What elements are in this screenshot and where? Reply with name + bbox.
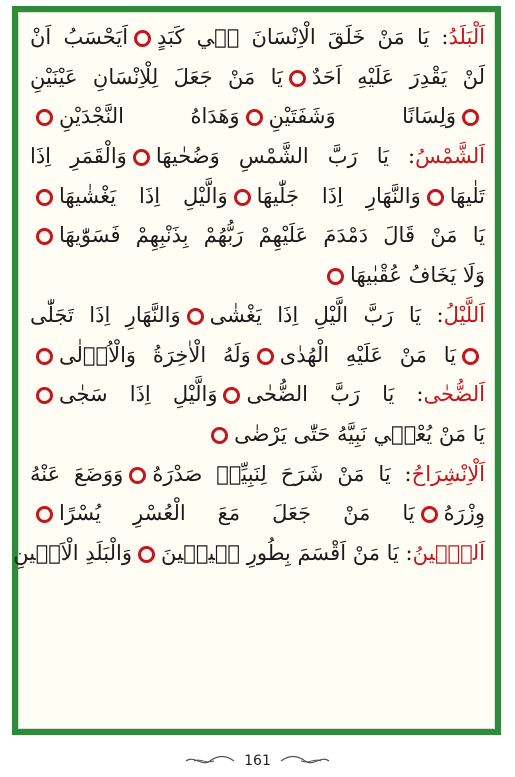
right-ornament-icon: [279, 755, 331, 767]
verse-text: اَيَحْسَبُ اَنْ: [30, 25, 129, 49]
verse-text: وَالنَّهَارِ اِذَا تَجَلّٰى: [30, 302, 181, 327]
text-line: [30, 415, 485, 455]
verse-text: : يَا مَنْ اَقْسَمَ بِطُورِ س۪ين۪ينَ: [160, 540, 413, 565]
verse-text: وَالَّيْلِ اِذَا يَغْشٰيهَا: [59, 183, 228, 208]
verse-text: وَالنَّهَارِ اِذَا جَلّٰيهَا: [256, 183, 421, 208]
circle-marker-icon: [134, 30, 151, 47]
verse-text: : يَا مَنْ شَرَحَ لِنَبِيِّه۪ صَدْرَهُ: [152, 461, 412, 486]
text-line: [30, 18, 485, 58]
circle-marker-icon: [289, 70, 306, 87]
circle-marker-icon: [129, 467, 146, 484]
circle-marker-icon: [36, 387, 53, 404]
left-ornament-icon: [184, 755, 236, 767]
verse-text: وَهَدَاهُ النَّجْدَيْنِ: [59, 104, 240, 129]
verse-text: تَلٰيهَا: [449, 183, 485, 208]
verse-text: وَالْقَمَرِ اِذَا: [30, 144, 127, 169]
text-line: [30, 216, 485, 256]
circle-marker-icon: [223, 387, 240, 404]
verse-text: : يَا رَبَّ الشَّمْسِ وَضُحٰيهَا: [155, 144, 416, 169]
verse-text: يَا مَنْ عَلَيْهِ الْهُدٰى: [279, 342, 456, 367]
surah-name: اَلشَّمْسُ: [415, 144, 485, 169]
text-line: [30, 256, 485, 296]
circle-marker-icon: [138, 546, 155, 563]
text-line: [30, 58, 485, 98]
verse-text: وَلَا يَخَافُ عُقْبٰيهَا: [350, 263, 485, 288]
circle-marker-icon: [462, 348, 479, 365]
circle-marker-icon: [36, 109, 53, 126]
circle-marker-icon: [421, 506, 438, 523]
circle-marker-icon: [462, 109, 479, 126]
verse-text: : يَا رَبَّ الضُّحٰى: [246, 382, 424, 407]
verse-text: : يَا رَبَّ الَّيْلِ اِذَا يَغْشٰى: [209, 302, 444, 327]
text-line: [30, 494, 485, 534]
text-line: [13, 534, 485, 574]
verse-text: يَا مَنْ جَعَلَ مَعَ الْعُسْرِ يُسْرًا: [59, 501, 415, 526]
text-line: [30, 137, 485, 177]
surah-name: اَللَّيْلُ: [443, 302, 485, 327]
circle-marker-icon: [36, 228, 53, 245]
circle-marker-icon: [36, 506, 53, 523]
verse-text: : يَا مَنْ خَلَقَ الْاِنْسَانَ ف۪ي كَبَدٍ: [157, 25, 449, 49]
circle-marker-icon: [211, 427, 228, 444]
circle-marker-icon: [327, 268, 344, 285]
prayer-text: [13, 18, 486, 574]
text-line: [30, 97, 485, 137]
verse-text: وَوَضَعَ عَنْهُ: [30, 461, 124, 486]
circle-marker-icon: [427, 189, 444, 206]
verse-text: وَلَهُ الْاٰخِرَةُ وَالْاُو۫لٰى: [59, 342, 251, 367]
verse-text: يَا مَنْ جَعَلَ لِلْاِنْسَانِ عَيْنَيْنِ: [30, 64, 283, 89]
text-line: [30, 375, 485, 415]
text-line: [30, 296, 485, 336]
circle-marker-icon: [234, 189, 251, 206]
verse-text: وَالَّيْلِ اِذَا سَجٰى: [59, 382, 218, 407]
surah-name: اَلتّ۪ينُ: [412, 540, 485, 565]
text-line: [30, 336, 485, 376]
surah-name: اَلْبَلَدُ: [448, 25, 486, 49]
circle-marker-icon: [257, 348, 274, 365]
verse-text: يَا مَنْ يُعْط۪ي نَبِيَّهُ حَتّٰى يَرْضٰى: [234, 421, 485, 446]
circle-marker-icon: [36, 189, 53, 206]
verse-text: لَنْ يَقْدِرَ عَلَيْهِ اَحَدٌ: [311, 64, 485, 89]
circle-marker-icon: [187, 308, 204, 325]
text-line: [30, 177, 485, 217]
surah-name: اَلضُّحٰى: [423, 382, 486, 407]
page-number: 161: [244, 753, 271, 769]
verse-text: وَلِسَانًا وَشَفَتَيْنِ: [268, 104, 456, 129]
page-footer: [0, 750, 515, 772]
text-line: [30, 455, 485, 495]
verse-text: وِزْرَهُ: [443, 501, 485, 526]
circle-marker-icon: [246, 109, 263, 126]
circle-marker-icon: [36, 348, 53, 365]
surah-name: اَلْاِنْشِرَاحُ: [411, 461, 486, 486]
circle-marker-icon: [133, 149, 150, 166]
verse-text: يَا مَنْ قَالَ دَمْدَمَ عَلَيْهِمْ رَبُّهُمْ بِذَنْبِهِمْ فَسَوّٰيهَا: [59, 223, 485, 248]
verse-text: وَالْبَلَدِ الْاَم۪ينِ: [13, 540, 132, 565]
